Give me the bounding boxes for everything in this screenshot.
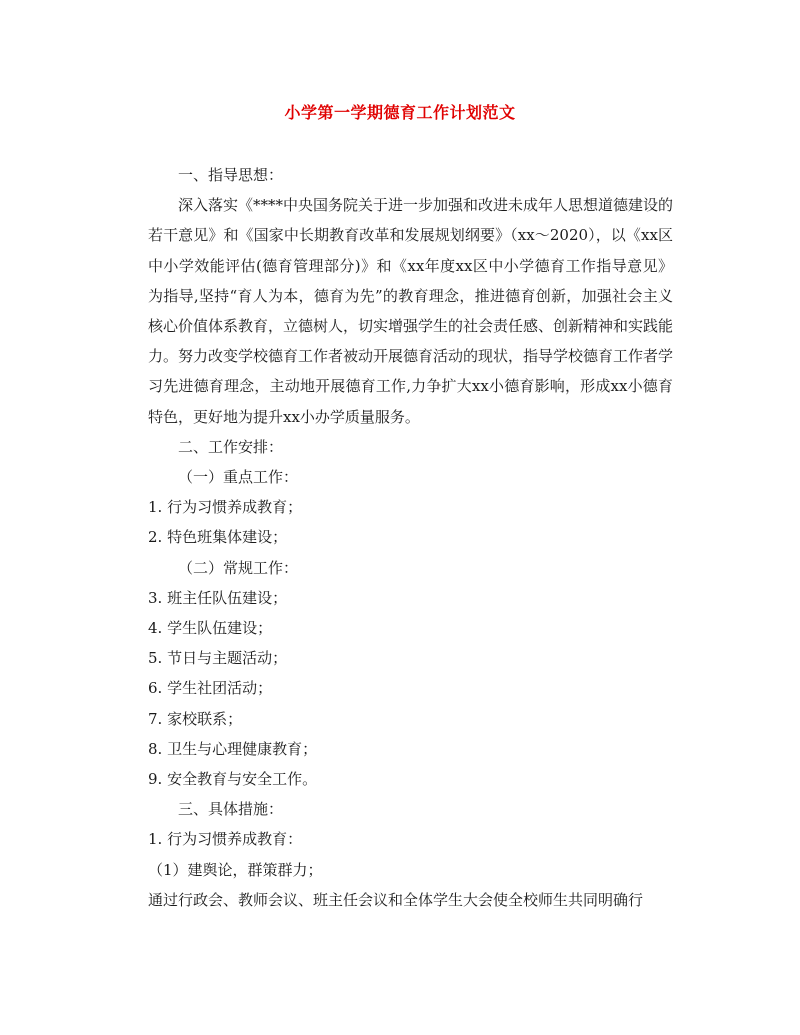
section-heading-work: 二、工作安排： [178, 437, 284, 456]
guiding-paragraph [148, 190, 673, 432]
paragraph-line: 力。努力改变学校德育工作者被动开展德育活动的现状，指导学校德育工作者学 [148, 347, 674, 366]
paragraph-line: 深入落实《****中央国务院关于进一步加强和改进未成年人思想道德建设的 [178, 196, 674, 215]
paragraph-line: 特色，更好地为提升xx小办学质量服务。 [148, 407, 420, 426]
document-title: 小学第一学期德育工作计划范文 [284, 103, 516, 122]
list-item: 7. 家校联系； [148, 709, 243, 728]
list-item: 8. 卫生与心理健康教育； [148, 739, 318, 758]
section-heading-measures: 三、具体措施： [178, 800, 284, 819]
paragraph-line: 习先进德育理念，主动地开展德育工作,力争扩大xx小德育影响，形成xx小德育 [148, 377, 673, 396]
paragraph-line: 核心价值体系教育，立德树人，切实增强学生的社会责任感、创新精神和实践能 [148, 317, 674, 336]
list-item: 5. 节日与主题活动； [148, 649, 288, 668]
section-heading-guiding: 一、指导思想： [178, 166, 284, 184]
list-item: 4. 学生队伍建设； [148, 619, 273, 638]
paragraph-line: 为指导,坚持“育人为本，德育为先”的教育理念，推进德育创新，加强社会主义 [148, 286, 673, 305]
list-item: 9. 安全教育与安全工作。 [148, 770, 318, 789]
measure-text: 通过行政会、教师会议、班主任会议和全体学生大会使全校师生共同明确行 [148, 890, 644, 909]
subsection-heading-routine: （二）常规工作： [178, 558, 299, 577]
paragraph-line: 若干意见》和《国家中长期教育改革和发展规划纲要》（xx～2020），以《xx区 [148, 226, 673, 245]
measure-item: 1. 行为习惯养成教育： [148, 830, 303, 849]
subsection-heading-key: （一）重点工作： [178, 468, 299, 487]
paragraph-line: 中小学效能评估(德育管理部分)》和《xx年度xx区中小学德育工作指导意见》 [148, 256, 673, 275]
document-body [148, 160, 673, 915]
list-item: 6. 学生社团活动； [148, 679, 273, 698]
measure-sub-item: （1）建舆论，群策群力； [148, 860, 323, 879]
list-item: 3. 班主任队伍建设； [148, 588, 288, 607]
list-item: 2. 特色班集体建设； [148, 528, 288, 547]
list-item: 1. 行为习惯养成教育； [148, 498, 303, 517]
